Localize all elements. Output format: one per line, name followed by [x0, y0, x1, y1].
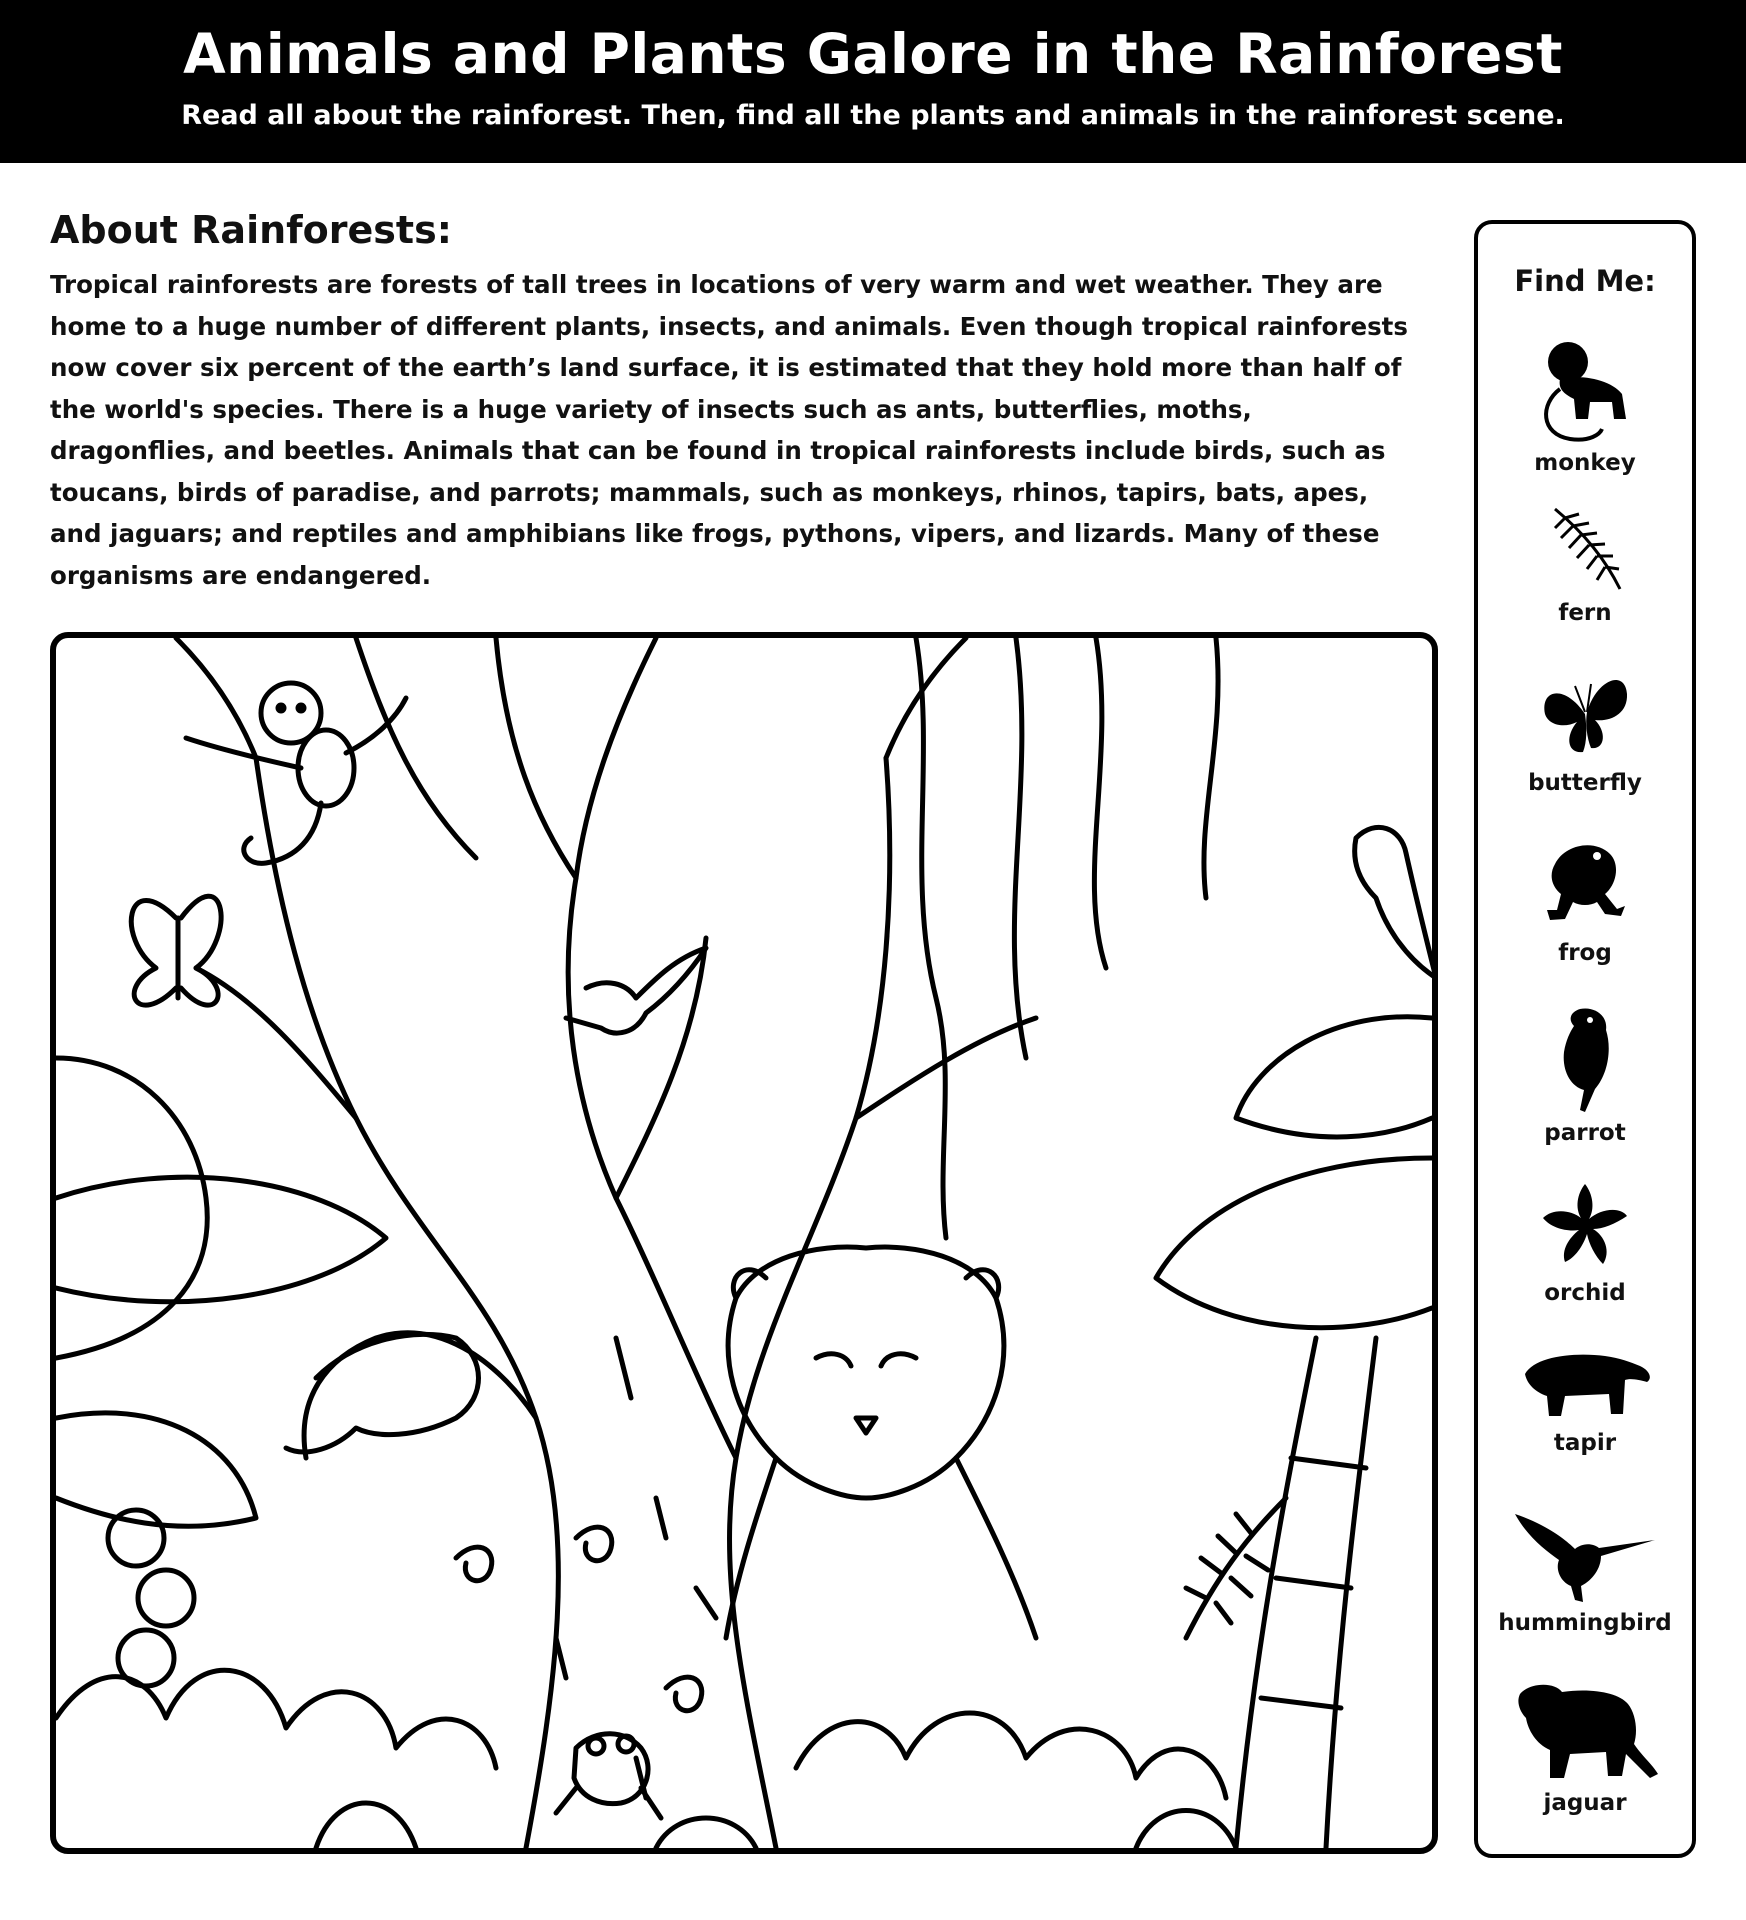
find-item-hummingbird	[1478, 1504, 1692, 1636]
find-item-label: frog	[1558, 940, 1612, 966]
about-body: Tropical rainforests are forests of tall trees in locations of very warm and wet weather. They are home to a huge number of different plants, insects, and animals. Even though tropical rainforests now cover six percent of the earth’s land surface, it is estimated that they hold more than half of the world's species. There is a huge variety of insects such as ants, butterflies, moths, dragonflies, and beetles. Animals that can be found in tropical rainforests include birds, such as toucans, birds of paradise, and parrots; mammals, such as monkeys, rhinos, tapirs, bats, apes, and jaguars; and reptiles and amphibians like frogs, pythons, vipers, and lizards. Many of these organisms are endangered.	[50, 270, 1408, 590]
butterfly-icon	[1535, 664, 1635, 764]
find-item-label: parrot	[1544, 1120, 1626, 1146]
about-section	[50, 208, 1410, 596]
parrot-in-scene	[1355, 827, 1432, 978]
find-item-jaguar	[1478, 1674, 1692, 1816]
hummingbird-in-scene	[566, 948, 706, 1033]
monkey-icon	[1530, 334, 1640, 444]
find-item-label: orchid	[1544, 1280, 1626, 1306]
tapir-icon	[1515, 1344, 1655, 1424]
rainforest-scene	[50, 632, 1438, 1854]
find-item-label: jaguar	[1543, 1790, 1627, 1816]
find-item-label: tapir	[1553, 1430, 1617, 1456]
find-item-fern	[1478, 504, 1692, 626]
find-me-heading: Find Me:	[1514, 264, 1656, 298]
jaguar-icon	[1510, 1674, 1660, 1784]
right-leaves	[1156, 1158, 1432, 1328]
find-item-label: fern	[1558, 600, 1612, 626]
page-title: Animals and Plants Galore in the Rainforest	[183, 22, 1563, 86]
find-item-label: butterfly	[1528, 770, 1642, 796]
orchid-in-scene	[108, 1510, 194, 1686]
find-item-orchid	[1478, 1174, 1692, 1306]
page-subtitle: Read all about the rainforest. Then, find all the plants and animals in the rainforest scene.	[181, 100, 1565, 131]
find-item-frog	[1478, 834, 1692, 966]
find-item-label: monkey	[1534, 450, 1636, 476]
frog-in-scene	[556, 1734, 661, 1818]
parrot-icon	[1540, 1004, 1630, 1114]
hummingbird-icon	[1505, 1504, 1665, 1604]
find-item-tapir	[1478, 1344, 1692, 1456]
orchid-icon	[1535, 1174, 1635, 1274]
tree-trunk	[256, 758, 558, 1848]
rainforest-illustration	[56, 638, 1432, 1848]
about-heading: About Rainforests:	[50, 208, 452, 252]
header-banner	[0, 0, 1746, 163]
fern-icon	[1535, 504, 1635, 594]
butterfly-in-scene	[131, 896, 221, 1005]
hanging-vines	[916, 638, 946, 1238]
left-leaves	[56, 1058, 207, 1358]
jaguar-in-scene	[726, 1247, 1036, 1638]
find-me-panel	[1474, 220, 1696, 1858]
find-item-label: hummingbird	[1498, 1610, 1672, 1636]
find-item-monkey	[1478, 334, 1692, 476]
find-item-parrot	[1478, 1004, 1692, 1146]
find-item-butterfly	[1478, 664, 1692, 796]
monkey-in-scene	[186, 683, 406, 863]
ground-bushes	[56, 1670, 496, 1768]
frog-icon	[1535, 834, 1635, 934]
